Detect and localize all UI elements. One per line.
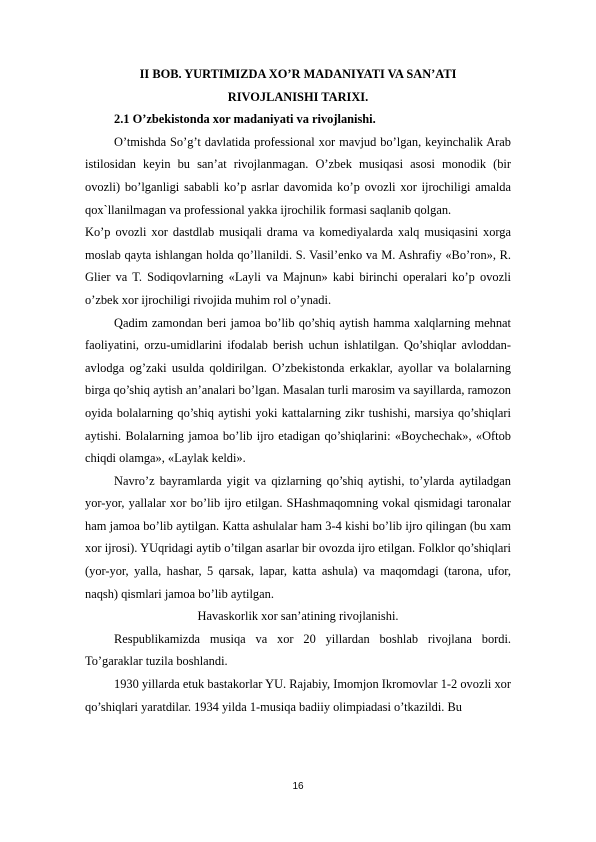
chapter-heading (85, 63, 511, 108)
page-number: 16 (292, 781, 304, 792)
paragraph-3: Qadim zamondan beri jamoa bo’lib qo’shiq aytish hamma xalqlarning mehnat faoliyatini, orzu-umidlarini ifodalab berish uchun ishlatilgan. Qo’shiqlar avloddan-avlodga og’zaki usulda qoldirilgan. O’zbekistonda erkaklar, ayollar va bolalarning birga qo’shiq aytish an’analari bo’lgan. Masalan turli marosim va sayillarda, ramozon oyida bolalarning qo’shiq aytishi yoki kattalarning zikr tushishi, marsiya qo’shiqlari aytishi. Bolalarning jamoa bo’lib ijro etadigan qo’shiqlarini: «Boychechak», «Oftob chiqdi olamga», «Laylak keldi». (85, 315, 511, 466)
paragraph-6: 1930 yillarda etuk bastakorlar YU. Rajabiy, Imomjon Ikromovlar 1-2 ovozli xor qo’shiqlari yaratdilar. 1934 yilda 1-musiqa badiiy olimpiadasi o’tkazildi. Bu (85, 677, 511, 714)
chapter-heading-line-2: RIVOJLANISHI TARIXI. (227, 89, 369, 104)
paragraph-1: O’tmishda So’g’t davlatida professional xor mavjud bo’lgan, keyinchalik Arab istilosidan keyin bu san’at rivojlanmagan. O’zbek musiqasi asosi monodik (bir ovozli) bo’lganligi sababli ko’p asrlar davomida ko’p ovozli xor ijrochiligi amalda qox`llanilmagan va professional yakka ijrochilik formasi saqlanib qolgan. (85, 134, 511, 217)
paragraph-5: Respublikamizda musiqa va xor 20 yillardan boshlab rivojlana bordi. To’garaklar tuzila boshlandi. (85, 631, 511, 669)
section-title: 2.1 O’zbekistonda xor madaniyati va rivojlanishi. (114, 112, 376, 127)
page-content (85, 63, 511, 718)
chapter-heading-line-1: II BOB. YURTIMIZDA XO’R MADANIYATI VA SAN’ATI (139, 67, 457, 81)
subsection-title: Havaskorlik xor san’atining rivojlanishi. (197, 609, 399, 624)
paragraph-2: Ko’p ovozli xor dastdlab musiqali drama va komediyalarda xalq musiqasini xorga moslab qayta ishlangan holda qo’llanildi. S. Vasil’enko va M. Ashrafiy «Bo’ron», R. Glier va T. Sodiqovlarning «Layli va Majnun» kabi birinchi operalari ko’p ovozli o’zbek xor ijrochiligi rivojida muhim rol o’ynadi. (85, 225, 511, 307)
paragraph-4: Navro’z bayramlarda yigit va qizlarning qo’shiq aytishi, to’ylarda aytiladgan yor-yor, yallalar xor bo’lib ijro etilgan. SHashmaqomning vokal qismidagi taronalar ham jamoa bo’lib aytilgan. Katta ashulalar ham 3-4 kishi bo’lib ijro qilingan (bu xam xor ijrosi). YUqridagi aytib o’tilgan asarlar bir ovozda ijro etilgan. Folklor qo’shiqlari (yor-yor, yalla, hashar, 5 qarsak, lapar, katta ashula) va maqomdagi (tarona, ufor, naqsh) qismlari jamoa bo’lib aytilgan. (85, 473, 511, 601)
